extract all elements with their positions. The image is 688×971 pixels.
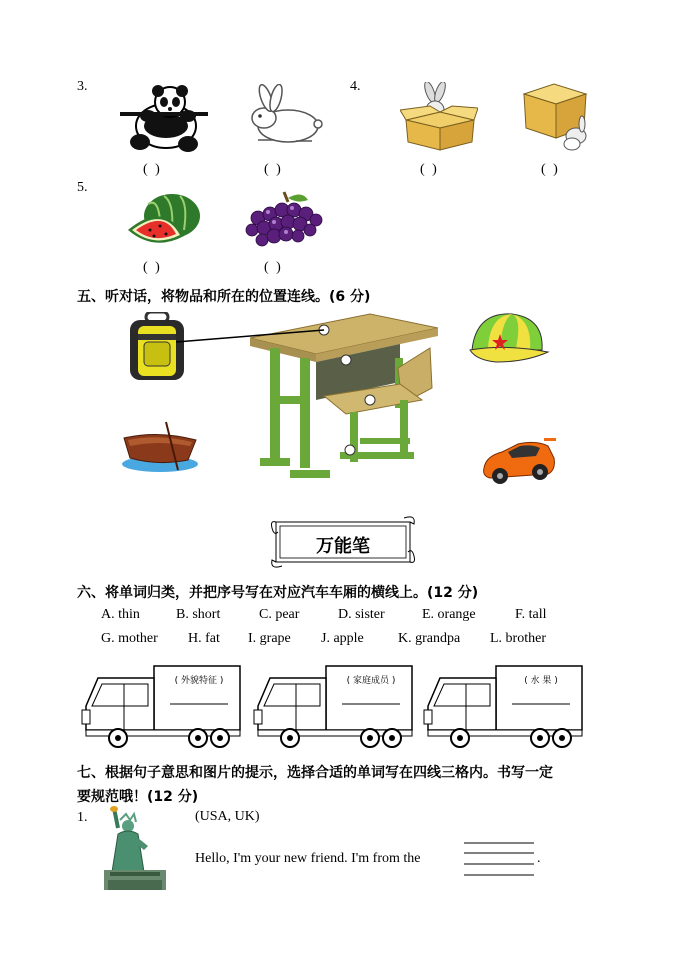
word-option: B. short [176,607,221,622]
section-5-heading: 五、听对话，将物品和所在的位置连线。(6 分) [77,289,371,305]
watermelon-icon [124,190,204,250]
grapes-icon [244,188,324,248]
panda-icon [118,82,210,156]
word-option: K. grandpa [398,631,461,646]
section-7-heading-line1: 七、根据句子意思和图片的提示，选择合适的单词写在四线三格内。书写一定 [77,765,553,781]
truck-category-label: ( 外貌特征 ) [174,676,224,686]
question-4-number: 4. [350,79,361,94]
word-option: D. sister [338,607,385,622]
rabbit-in-box-icon [400,82,478,152]
word-option: A. thin [101,607,140,622]
answer-blank[interactable]: ( ) [420,162,439,177]
backpack-icon[interactable] [128,312,188,380]
answer-blank[interactable]: ( ) [264,162,283,177]
word-option: H. fat [188,631,220,646]
word-option: G. mother [101,631,158,646]
question-sentence: Hello, I'm your new friend. I'm from the [195,851,421,866]
word-option: E. orange [422,607,476,622]
truck-category-label: ( 家庭成员 ) [346,676,396,686]
answer-options: (USA, UK) [195,809,260,824]
word-option: L. brother [490,631,546,646]
answer-blank[interactable]: ( ) [541,162,560,177]
section-6-heading: 六、将单词归类，并把序号写在对应汽车车厢的横线上。(12 分) [77,585,479,601]
answer-blank[interactable]: ( ) [143,162,162,177]
connecting-line [174,326,328,346]
section-7-heading-line2: 要规范哦！(12 分) [77,789,199,805]
truck-category-label: ( 水 果 ) [524,676,558,686]
answer-blank[interactable]: ( ) [143,260,162,275]
rabbit-icon [244,84,326,146]
divider-title: 万能笔 [316,536,370,557]
answer-blank[interactable]: ( ) [264,260,283,275]
car-icon[interactable] [478,430,558,490]
cap-icon[interactable] [466,310,550,366]
question-1-number: 1. [77,810,88,825]
word-option: F. tall [515,607,547,622]
word-option: I. grape [248,631,291,646]
word-option: C. pear [259,607,300,622]
question-3-number: 3. [77,79,88,94]
question-5-number: 5. [77,180,88,195]
sentence-period: . [537,851,541,866]
four-line-writing-grid[interactable] [464,842,536,878]
boat-icon[interactable] [118,416,200,474]
word-option: J. apple [321,631,364,646]
statue-of-liberty-icon [104,806,166,890]
rabbit-behind-box-icon [520,80,592,152]
